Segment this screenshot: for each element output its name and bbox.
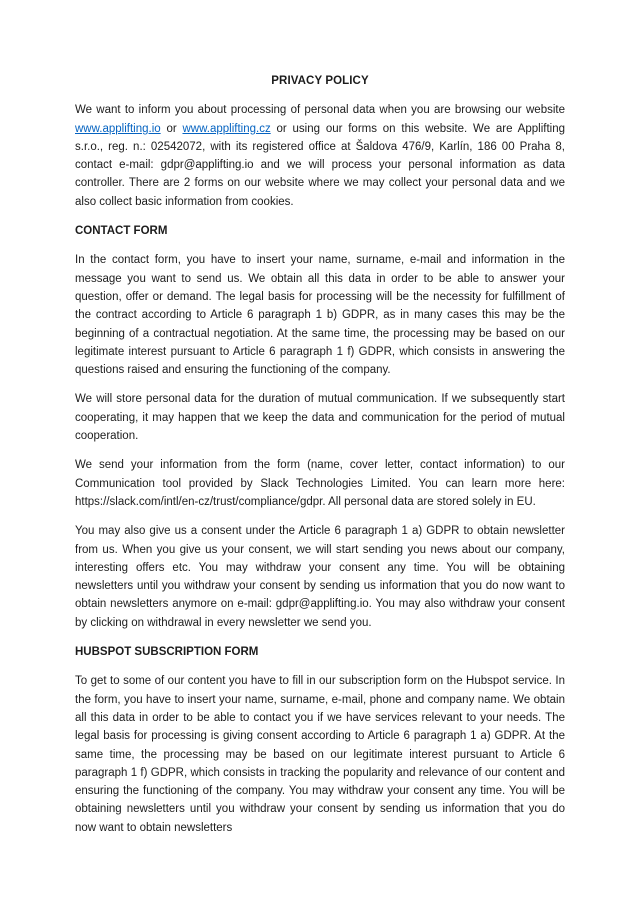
- contact-form-paragraph-3: We send your information from the form (name, cover letter, contact information) to our Communication tool provided by Slack Technologies Limited. You can learn more here: https://slack.com/intl/en-cz/trust/compliance/gdpr. All personal data are stored solely in EU.: [75, 459, 565, 508]
- intro-paragraph: [75, 101, 565, 211]
- contact-form-heading: CONTACT FORM: [75, 225, 168, 238]
- intro-text-before-links: We want to inform you about processing of personal data when you are browsing our website: [75, 104, 565, 117]
- link-applifting-cz[interactable]: www.applifting.cz: [182, 122, 271, 135]
- intro-text-between-links: or: [160, 122, 183, 135]
- document-title: PRIVACY POLICY: [271, 75, 369, 87]
- contact-form-paragraph-4: You may also give us a consent under the Article 6 paragraph 1 a) GDPR to obtain newsletter from us. When you give us your consent, we will start sending you news about our company, interesting offers etc. You may withdraw your consent any time. You will be obtaining newsletters until you withdraw your consent by sending us information that you do now want to obtain newsletters anymore on e-mail: gdpr@applifting.io. You may also withdraw your consent by clicking on withdrawal in every newsletter we send you.: [75, 525, 565, 629]
- hubspot-subscription-form-heading: HUBSPOT SUBSCRIPTION FORM: [75, 646, 259, 659]
- contact-form-paragraph-2: We will store personal data for the duration of mutual communication. If we subsequently start cooperating, it may happen that we keep the data and communication for the period of mutual cooperation.: [75, 393, 565, 443]
- intro-text-after-links: or using our forms on this website. We are Applifting s.r.o., reg. n.: 02542072, with its registered office at Šaldova 476/9, Karlín, 186 00 Praha 8, contact e-mail: gdpr@applifting.io and we will process your personal information as data controller. There are 2 forms on our website where we may collect your personal data and we also collect basic information from cookies.: [75, 122, 565, 208]
- contact-form-paragraph-1: In the contact form, you have to insert your name, surname, e-mail and information in the message you want to send us. We obtain all this data in order to be able to answer your question, offer or demand. The legal basis for processing will be the necessity for fulfillment of the contract according to Article 6 paragraph 1 b) GDPR, as in many cases this may be the beginning of a contractual negotiation. At the same time, the processing may be based on our legitimate interest pursuant to Article 6 paragraph 1 f) GDPR, which consists in answering the questions raised and ensuring the functioning of the company.: [75, 254, 565, 377]
- link-applifting-io[interactable]: www.applifting.io: [75, 122, 161, 135]
- hubspot-paragraph-1: To get to some of our content you have to fill in our subscription form on the Hubspot service. In the form, you have to insert your name, surname, e-mail, phone and company name. We obtain all this data in order to be able to contact you if we have services relevant to your needs. The legal basis for processing is giving consent according to Article 6 paragraph 1 a) GDPR. At the same time, the processing may be based on our legitimate interest pursuant to Article 6 paragraph 1 f) GDPR, which consists in tracking the popularity and relevance of our content and ensuring the functioning of the company. You may withdraw your consent any time. You will be obtaining newsletters until you withdraw your consent by sending us information that you do now want to obtain newsletters: [75, 675, 565, 834]
